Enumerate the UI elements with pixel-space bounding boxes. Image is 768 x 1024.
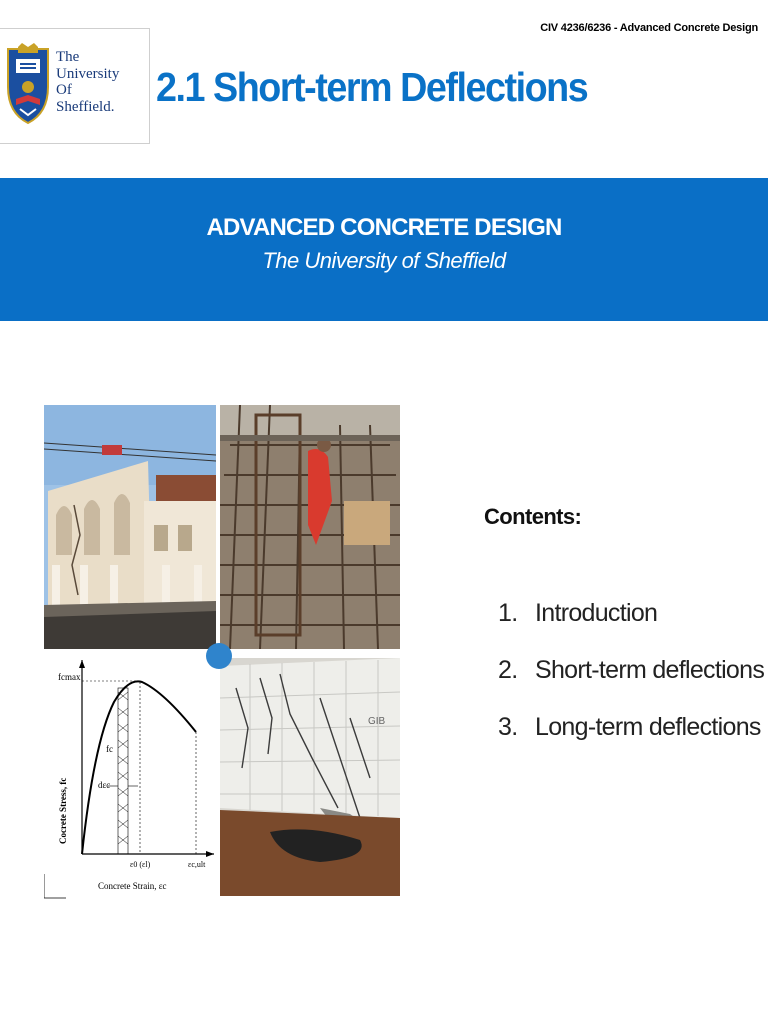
- contents-heading: Contents:: [484, 504, 582, 529]
- item-number: 1.: [498, 599, 518, 627]
- item-label: Introduction: [535, 599, 658, 627]
- banner-subtitle: The University of Sheffield: [262, 248, 506, 273]
- title-banner: [0, 178, 768, 321]
- label-epsult: εc,ult: [188, 860, 206, 869]
- connector-dot: [206, 643, 232, 669]
- item-number: 2.: [498, 656, 518, 684]
- label-fc: fc: [106, 744, 113, 754]
- label-fcmax: fcmax: [58, 672, 81, 682]
- stress-strain-curve: [82, 681, 196, 854]
- beam-label: GIB: [368, 716, 386, 727]
- x-axis-title: Concrete Strain, εc: [98, 881, 167, 891]
- item-label: Long-term deflections: [535, 713, 761, 741]
- logo-wordmark: [56, 49, 119, 115]
- course-code: CIV 4236/6236 - Advanced Concrete Design: [540, 22, 758, 34]
- item-label: Short-term deflections: [535, 656, 765, 684]
- photo-cracked-building: [44, 405, 216, 649]
- contents-item: [498, 651, 764, 708]
- label-dec: dεc: [98, 780, 111, 790]
- logo-line: Sheffield.: [56, 98, 115, 115]
- page-title: 2.1 Short-term Deflections: [156, 64, 588, 110]
- logo-line: University: [56, 65, 120, 82]
- contents-item: [498, 708, 764, 765]
- logo-line: The: [56, 49, 80, 65]
- banner-title: ADVANCED CONCRETE DESIGN: [206, 214, 562, 241]
- crest-icon: [6, 43, 50, 127]
- stress-strain-diagram: [44, 652, 216, 900]
- label-eps0: ε0 (εl): [130, 860, 151, 869]
- contents-item: [498, 594, 764, 651]
- photo-rebar-cage: [220, 405, 400, 649]
- contents-list: [498, 594, 764, 765]
- university-logo: [0, 28, 150, 144]
- y-axis-title: Cocrete Stress, fc: [58, 777, 68, 844]
- item-number: 3.: [498, 713, 518, 741]
- logo-line: Of: [56, 82, 72, 98]
- photo-cracked-beam: [220, 658, 400, 896]
